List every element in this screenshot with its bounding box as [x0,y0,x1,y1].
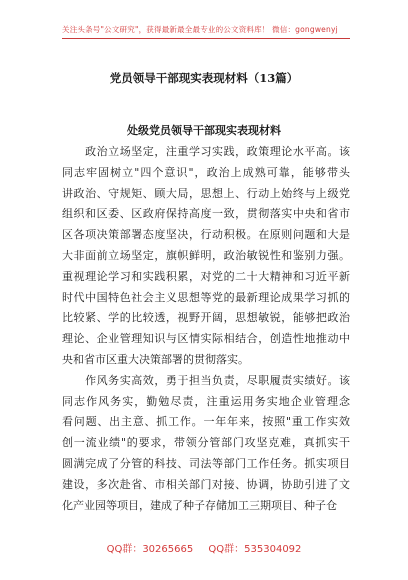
text-line: 央和省市区重大决策部署的贯彻落实。 [62,352,249,366]
paragraph [62,142,350,371]
text-line: 组织和区委、区政府保持高度一致，贯彻落实中央和省市 [62,207,350,221]
text-line: 同志作风务实，勤勉尽责，注重运用务实地企业管理念 [62,394,350,408]
header-notice: 关注头条号"公文研究"，获得最新最全最专业的公文资料库！ 微信：gongwenyj [62,25,338,34]
header-divider [62,38,350,39]
text-line: 看问题、出主意、抓工作。一年年来，按照"重工作实效 [62,415,350,429]
text-line: 重视理论学习和实践积累，对党的二十大精神和习近平新 [62,269,350,283]
text-line: 区各项决策部署态度坚决，行动积极。在原则问题和大是 [62,228,350,242]
document-title: 党员领导干部现实表现材料（13篇） [109,71,299,85]
text-line: 政治立场坚定，注重学习实践，政策理论水平高。该 [62,145,350,158]
text-line: 圆满完成了分管的科技、司法等部门工作任务。抓实项目 [62,456,350,470]
text-line: 建设，多次赴省、市相关部门对接、协调，协助引进了文 [62,477,350,491]
footer-qq-group-2: QQ群：535304092 [208,544,302,555]
footer-qq-groups [0,540,408,555]
section-title: 处级党员领导干部现实表现材料 [127,124,281,137]
text-line: 比较紧、学的比较透，视野开阔，思想敏锐，能够把政治 [62,311,350,325]
text-line: 同志牢固树立"四个意识"，政治上成熟可靠，能够带头 [62,165,350,179]
paragraph [62,371,350,517]
text-line: 时代中国特色社会主义思想等党的最新理论成果学习抓的 [62,290,350,304]
footer-qq-group-1: QQ群：30265665 [106,544,194,555]
body-text [62,142,350,516]
text-line: 讲政治、守规矩、顾大局，思想上、行动上始终与上级党 [62,186,350,200]
text-line: 大非面前立场坚定，旗帜鲜明，政治敏锐性和鉴别力强。 [62,248,350,262]
text-line: 化产业园等项目，建成了种子存储加工三期项目、种子仓 [62,498,337,512]
text-line: 理论、企业管理知识与区情实际相结合，创造性地推动中 [62,332,350,346]
text-line: 创一流业绩"的要求，带领分管部门攻坚克难，真抓实干 [62,436,350,450]
text-line: 作风务实高效，勇于担当负责，尽职履责实绩好。该 [62,373,350,387]
